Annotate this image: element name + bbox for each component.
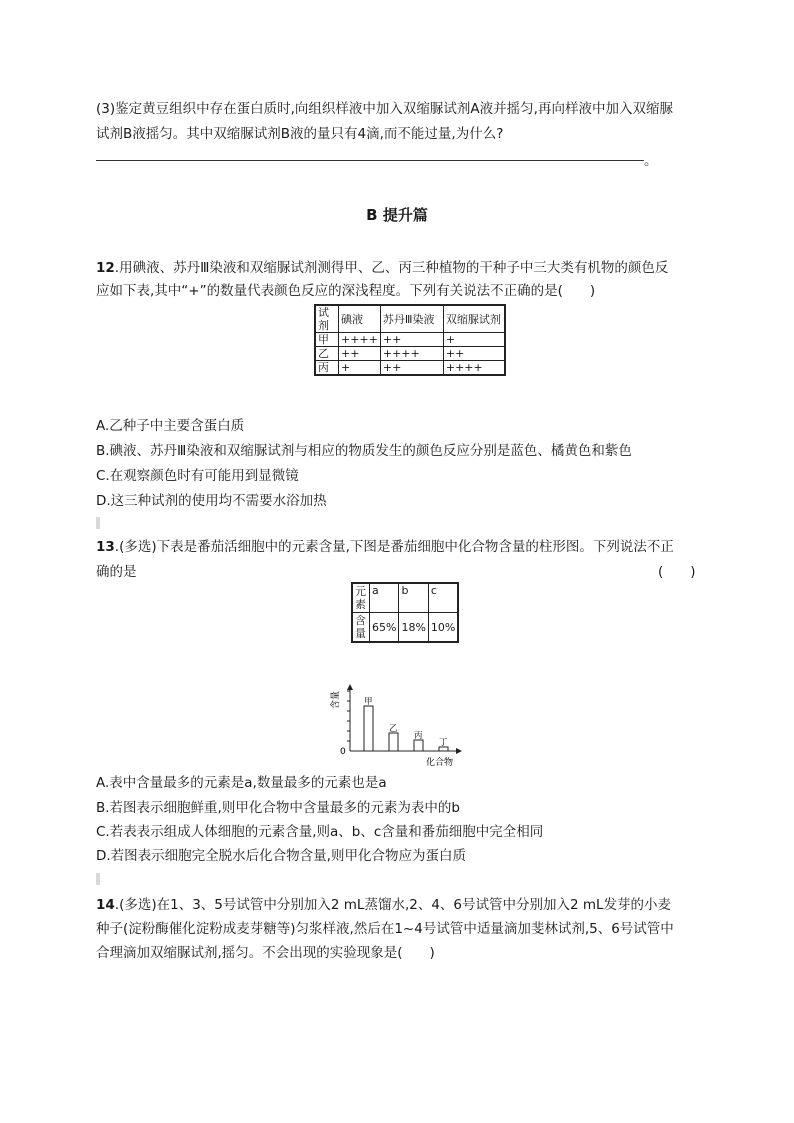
q11-line2: 试剂B液摇匀。其中双缩脲试剂B液的量只有4滴,而不能过量,为什么? <box>96 126 504 142</box>
blank-end-mark: 。 <box>644 153 658 169</box>
table-cell: 丙 <box>315 361 339 376</box>
bar-label: 丙 <box>414 731 423 741</box>
q14-number: 14 <box>96 897 115 913</box>
answer-blank-line[interactable] <box>96 160 644 161</box>
table-row <box>352 613 458 643</box>
table-cell: ++ <box>380 361 443 376</box>
q13-line2: 确的是 <box>96 564 137 580</box>
q14-line2: 种子(淀粉酶催化淀粉成麦芽糖等)匀浆样液,然后在1~4号试管中适量滴加斐林试剂,5、6号试管中 <box>96 921 674 937</box>
table-header-cell: 试剂 <box>315 305 339 333</box>
q13-option-d: D.若图表示细胞完全脱水后化合物含量,则甲化合物应为蛋白质 <box>96 848 466 864</box>
table-header-cell: 双缩脲试剂 <box>443 305 505 333</box>
q13-option-b: B.若图表示细胞鲜重,则甲化合物中含量最多的元素为表中的b <box>96 800 460 816</box>
chart-bars <box>364 697 448 751</box>
table-row <box>352 583 458 613</box>
bar-label: 丁 <box>439 738 448 748</box>
table-cell: 65% <box>370 613 399 643</box>
bar-label: 甲 <box>364 697 373 707</box>
table-cell: 18% <box>399 613 428 643</box>
table-cell: ++++ <box>443 361 505 376</box>
table-cell: ++++ <box>339 333 381 347</box>
q13-stem-1: .(多选)下表是番茄活细胞中的元素含量,下图是番茄细胞中化合物含量的柱形图。下列说法不正 <box>114 539 674 555</box>
table-header-row <box>315 305 505 333</box>
table-cell: + <box>339 361 381 376</box>
q13-option-a: A.表中含量最多的元素是a,数量最多的元素也是a <box>96 775 387 791</box>
x-axis-arrow <box>456 748 462 754</box>
q12-line1 <box>96 260 668 276</box>
q13-element-table <box>351 582 459 643</box>
table-cell: ++++ <box>380 347 443 361</box>
table-cell: 10% <box>428 613 458 643</box>
q13-number: 13 <box>96 539 115 555</box>
separator-mark <box>96 517 100 529</box>
table-label-cell: 含量 <box>352 613 370 643</box>
y-axis-arrow <box>347 684 353 690</box>
q12-reagent-table <box>314 304 506 376</box>
bar-3 <box>414 740 423 751</box>
table-row <box>315 333 505 347</box>
section-title: B 提升篇 <box>366 206 428 224</box>
table-cell: + <box>443 333 505 347</box>
q13-option-c: C.若表表示组成人体细胞的元素含量,则a、b、c含量和番茄细胞中完全相同 <box>96 824 544 840</box>
x-axis-label: 化合物 <box>426 758 454 768</box>
bar-label: 乙 <box>389 724 398 734</box>
table-header-cell: 碘液 <box>339 305 381 333</box>
table-header-cell: 苏丹Ⅲ染液 <box>380 305 443 333</box>
q13-line1 <box>96 539 674 555</box>
bar-2 <box>389 733 398 751</box>
table-cell: ++ <box>443 347 505 361</box>
table-cell: 乙 <box>315 347 339 361</box>
q14-line3: 合理滴加双缩脲试剂,摇匀。不会出现的实验现象是( ) <box>96 945 435 961</box>
table-cell: 甲 <box>315 333 339 347</box>
table-cell: b <box>399 583 428 613</box>
table-cell: c <box>428 583 458 613</box>
origin-label: 0 <box>340 747 346 757</box>
bar-1 <box>364 706 373 751</box>
table-label-cell: 元素 <box>352 583 370 613</box>
table-cell: ++ <box>380 333 443 347</box>
q12-stem-1: .用碘液、苏丹Ⅲ染液和双缩脲试剂测得甲、乙、丙三种植物的干种子中三大类有机物的颜色反 <box>114 260 669 276</box>
q12-option-c: C.在观察颜色时有可能用到显微镜 <box>96 468 299 484</box>
table-row <box>315 361 505 376</box>
table-row <box>315 347 505 361</box>
q13-compound-bar-chart <box>330 680 470 772</box>
table-cell: a <box>370 583 399 613</box>
q11-line1: (3)鉴定黄豆组织中存在蛋白质时,向组织样液中加入双缩脲试剂A液并摇匀,再向样液中加入双缩脲 <box>96 101 673 117</box>
y-axis-label: 含量 <box>331 690 341 710</box>
q14-line1 <box>96 897 671 913</box>
table-cell: ++ <box>339 347 381 361</box>
q14-stem-1: .(多选)在1、3、5号试管中分别加入2 mL蒸馏水,2、4、6号试管中分别加入2 mL发芽的小麦 <box>114 897 672 913</box>
q12-number: 12 <box>96 260 115 276</box>
q12-line2: 应如下表,其中“+”的数量代表颜色反应的深浅程度。下列有关说法不正确的是( ) <box>96 283 596 299</box>
separator-mark <box>96 873 100 885</box>
q12-option-d: D.这三种试剂的使用均不需要水浴加热 <box>96 493 327 509</box>
q12-option-a: A.乙种子中主要含蛋白质 <box>96 418 245 434</box>
q12-option-b: B.碘液、苏丹Ⅲ染液和双缩脲试剂与相应的物质发生的颜色反应分别是蓝色、橘黄色和紫色 <box>96 443 632 459</box>
q13-answer-paren[interactable]: ( ) <box>658 564 696 580</box>
